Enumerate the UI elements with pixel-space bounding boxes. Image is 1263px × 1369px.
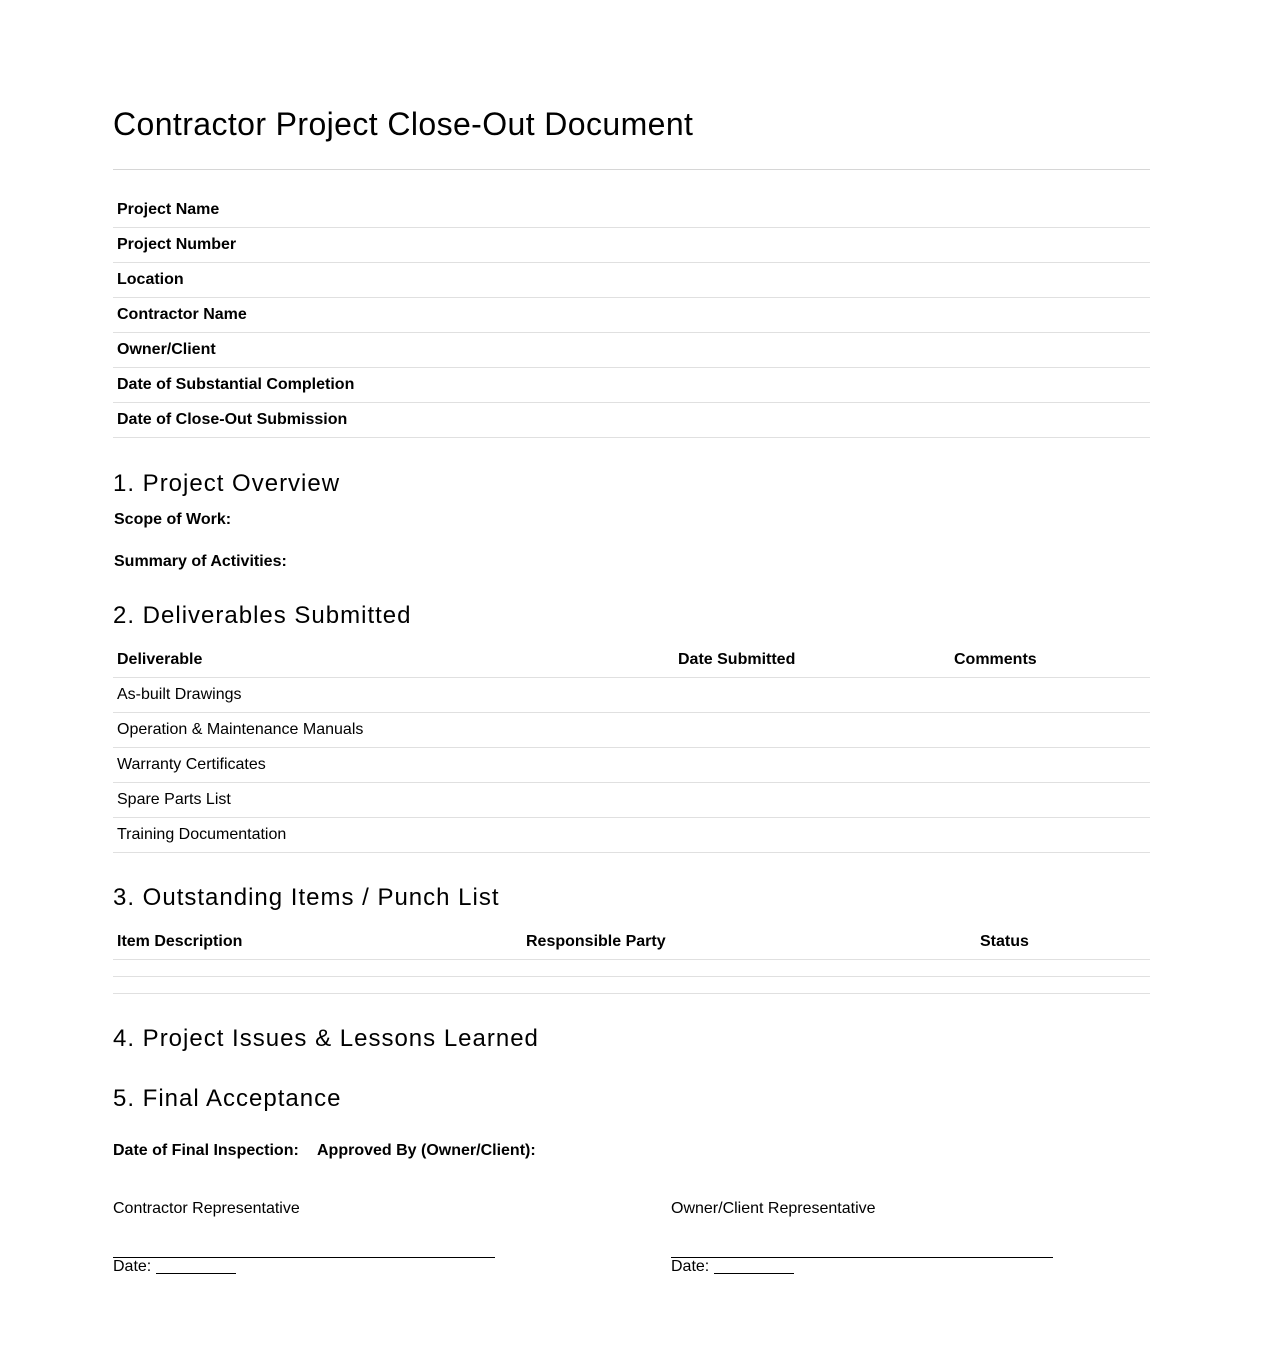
column-header-responsible-party: Responsible Party <box>526 933 666 950</box>
table-row <box>113 977 1150 994</box>
info-label: Contractor Name <box>117 306 247 323</box>
table-row <box>113 818 1150 853</box>
info-label: Owner/Client <box>117 341 216 358</box>
deliverable-cell: Operation & Maintenance Manuals <box>117 721 364 738</box>
deliverable-cell: Warranty Certificates <box>117 756 266 773</box>
section-heading-final-acceptance: 5. Final Acceptance <box>113 1085 342 1112</box>
info-row-substantial-completion <box>113 368 1150 403</box>
section-heading-deliverables: 2. Deliverables Submitted <box>113 602 412 629</box>
punch-list-table <box>113 925 1150 994</box>
info-row-project-name <box>113 193 1150 228</box>
info-label: Location <box>117 271 184 288</box>
info-label: Date of Close-Out Submission <box>117 411 348 428</box>
project-info-table <box>113 193 1150 438</box>
info-row-owner-client <box>113 333 1150 368</box>
column-header-deliverable: Deliverable <box>117 651 203 668</box>
date-label: Date: <box>113 1258 152 1275</box>
title-divider <box>113 169 1150 170</box>
summary-of-activities-label: Summary of Activities: <box>114 553 287 570</box>
date-label: Date: <box>671 1258 710 1275</box>
deliverable-cell: As-built Drawings <box>117 686 242 703</box>
deliverables-table <box>113 643 1150 853</box>
section-heading-punch-list: 3. Outstanding Items / Punch List <box>113 884 500 911</box>
info-row-project-number <box>113 228 1150 263</box>
approved-by-label: Approved By (Owner/Client): <box>317 1142 536 1159</box>
table-row <box>113 960 1150 977</box>
table-header-row <box>113 925 1150 960</box>
table-row <box>113 678 1150 713</box>
deliverable-cell: Spare Parts List <box>117 791 231 808</box>
document-title: Contractor Project Close-Out Document <box>113 106 694 142</box>
contractor-representative-label: Contractor Representative <box>113 1200 300 1217</box>
section-heading-overview: 1. Project Overview <box>113 470 341 497</box>
table-header-row <box>113 643 1150 678</box>
info-label: Date of Substantial Completion <box>117 376 355 393</box>
info-row-closeout-submission <box>113 403 1150 438</box>
info-label: Project Number <box>117 236 237 253</box>
signature-date <box>671 1258 794 1276</box>
info-row-contractor-name <box>113 298 1150 333</box>
column-header-comments: Comments <box>954 651 1037 668</box>
signature-date <box>113 1258 236 1276</box>
final-inspection-label: Date of Final Inspection: <box>113 1142 299 1159</box>
owner-representative-label: Owner/Client Representative <box>671 1200 876 1217</box>
info-row-location <box>113 263 1150 298</box>
date-blank-line <box>156 1257 236 1274</box>
info-label: Project Name <box>117 201 220 218</box>
column-header-date-submitted: Date Submitted <box>678 651 796 668</box>
deliverable-cell: Training Documentation <box>117 826 287 843</box>
table-row <box>113 713 1150 748</box>
section-heading-issues: 4. Project Issues & Lessons Learned <box>113 1025 539 1052</box>
column-header-item-description: Item Description <box>117 933 243 950</box>
table-row <box>113 748 1150 783</box>
scope-of-work-label: Scope of Work: <box>114 511 232 528</box>
date-blank-line <box>714 1257 794 1274</box>
column-header-status: Status <box>980 933 1029 950</box>
table-row <box>113 783 1150 818</box>
